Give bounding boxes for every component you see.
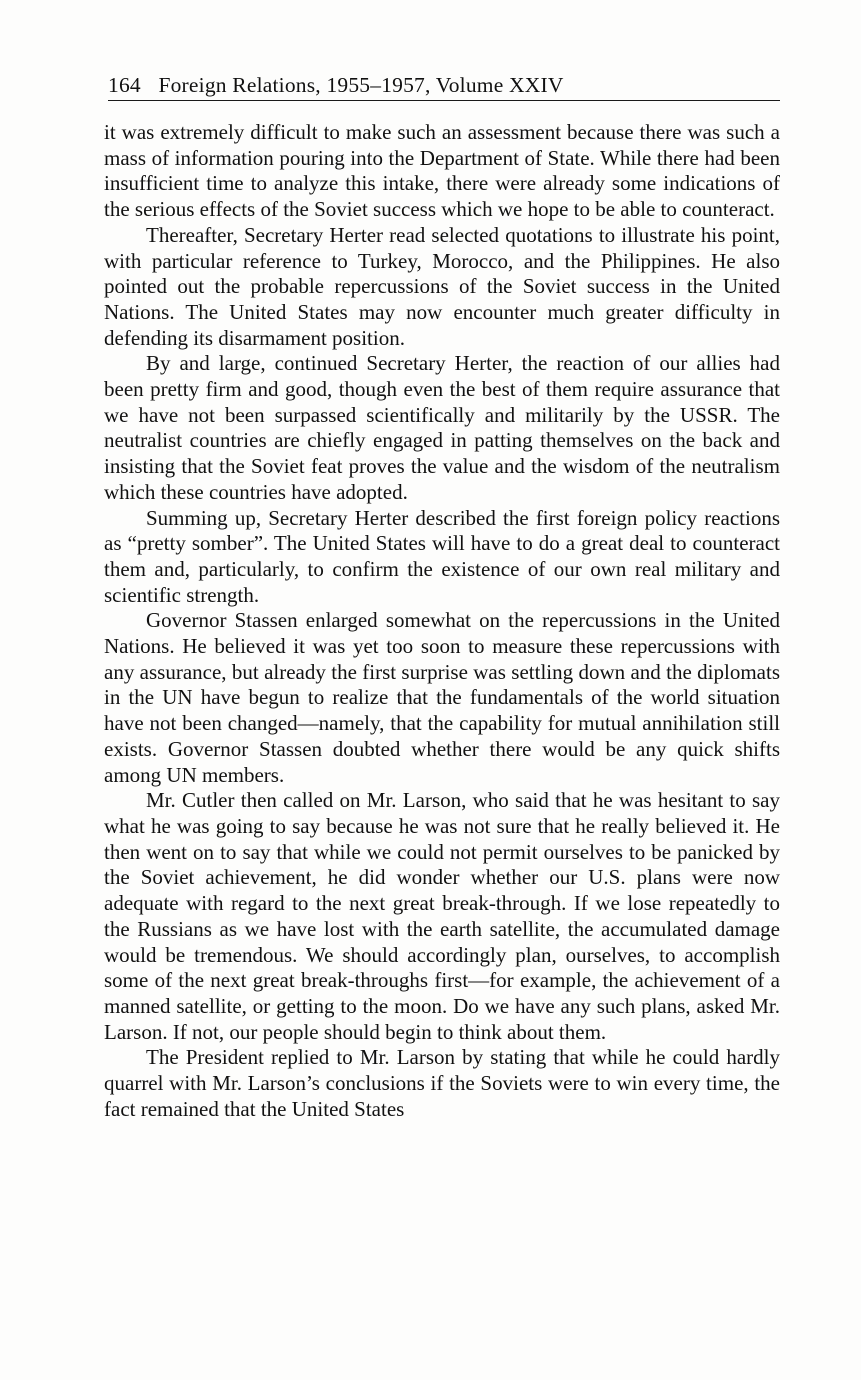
paragraph: Summing up, Secretary Herter described the first foreign policy reactions as “pretty somber”. The United States will have to do a great deal to counteract them and, particularly, to confirm the existence of our own real military and scientific strength. [104, 505, 780, 607]
paragraph: The President replied to Mr. Larson by stating that while he could hardly quarrel with Mr. Larson’s conclusions if the Soviets were to win every time, the fact remained that the United States [104, 1045, 780, 1121]
running-head-title: Foreign Relations, 1955–1957, Volume XXIV [158, 73, 564, 97]
body-text [104, 120, 780, 1122]
running-head [108, 70, 780, 101]
paragraph: Thereafter, Secretary Herter read selected quotations to illustrate his point, with particular reference to Turkey, Morocco, and the Philippines. He also pointed out the probable repercussions of the Soviet success in the United Nations. The United States may now encounter much greater difficulty in defending its disarmament position. [104, 222, 780, 350]
paragraph-continued: it was extremely difficult to make such an assessment because there was such a mass of information pouring into the Department of State. While there had been insufficient time to analyze this intake, there were already some indications of the serious effects of the Soviet success which we hope to be able to counteract. [104, 120, 780, 222]
paragraph: Mr. Cutler then called on Mr. Larson, who said that he was hesitant to say what he was going to say because he was not sure that he really believed it. He then went on to say that while we could not permit ourselves to be panicked by the Soviet achievement, he did wonder whether our U.S. plans were now adequate with regard to the next great break-through. If we lose repeatedly to the Russians as we have lost with the earth satellite, the accumulated damage would be tremendous. We should accordingly plan, ourselves, to accomplish some of the next great break-throughs first—for example, the achievement of a manned satellite, or getting to the moon. Do we have any such plans, asked Mr. Larson. If not, our people should begin to think about them. [104, 788, 780, 1044]
page-number: 164 [108, 73, 141, 97]
paragraph: Governor Stassen enlarged somewhat on the repercussions in the United Nations. He believed it was yet too soon to measure these repercussions with any assurance, but already the first surprise was settling down and the diplomats in the UN have begun to realize that the fundamentals of the world situation have not been changed—namely, that the capability for mutual annihilation still exists. Governor Stassen doubted whether there would be any quick shifts among UN members. [104, 608, 780, 787]
paragraph: By and large, continued Secretary Herter, the reaction of our allies had been pretty firm and good, though even the best of them require assurance that we have not been surpassed scientifically and militarily by the USSR. The neutralist countries are chiefly engaged in patting themselves on the back and insisting that the Soviet feat proves the value and the wisdom of the neutralism which these countries have adopted. [104, 351, 780, 504]
